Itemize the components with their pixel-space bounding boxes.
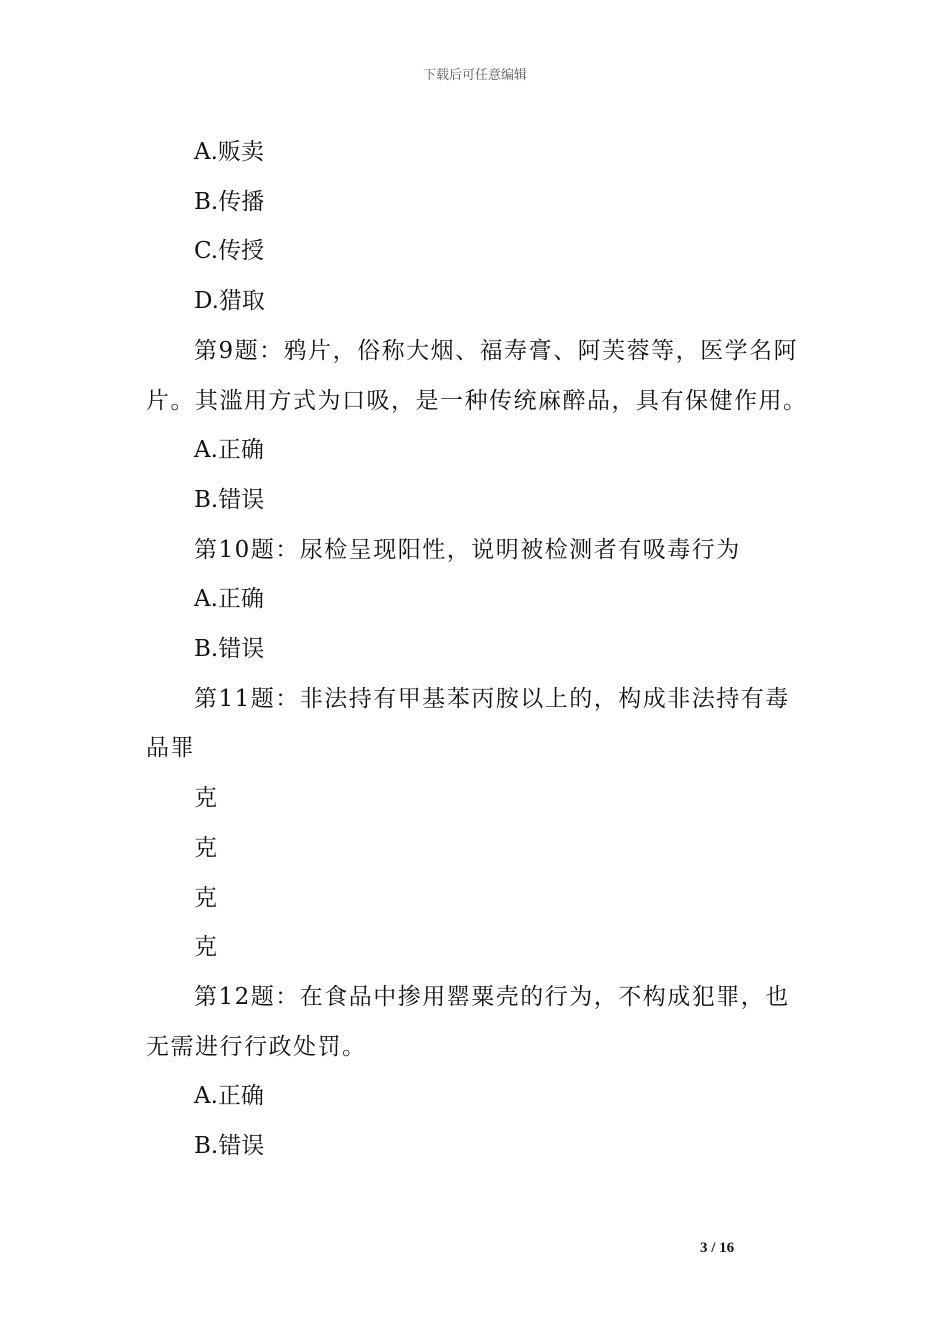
question-12-option-a: A.正确 — [194, 1083, 264, 1110]
question-11-option-b: 克 — [194, 834, 217, 861]
page-header: 下载后可任意编辑 — [422, 68, 527, 83]
question-12-option-b: B.错误 — [194, 1133, 265, 1160]
question-11-option-d: 克 — [194, 934, 217, 961]
question-11-option-a: 克 — [194, 785, 217, 812]
question-10-option-b: B.错误 — [194, 636, 265, 663]
option-a: A.贩卖 — [194, 139, 264, 165]
question-9: 第9题：鸦片，俗称大烟、福寿膏、阿芙蓉等，医学名阿片。其滥用方式为口吸，是一种传统麻醉品，具有保健作用。 — [146, 337, 808, 414]
question-9-option-a: A.正确 — [194, 437, 264, 464]
option-c: C.传授 — [194, 238, 265, 265]
question-10: 第10题：尿检呈现阳性，说明被检测者有吸毒行为 — [194, 536, 741, 563]
question-9-option-b: B.错误 — [194, 486, 265, 513]
question-12: 第12题：在食品中掺用罂粟壳的行为，不构成犯罪，也无需进行行政处罚。 — [146, 983, 790, 1060]
question-10-option-a: A.正确 — [194, 586, 264, 613]
option-b: B.传播 — [194, 188, 265, 215]
option-d: D.猎取 — [194, 288, 265, 315]
question-11: 第11题：非法持有甲基苯丙胺以上的，构成非法持有毒品罪 — [146, 685, 790, 762]
question-11-option-c: 克 — [194, 884, 217, 911]
document-body — [146, 128, 808, 1172]
page-number: 3 / 16 — [700, 1240, 735, 1256]
